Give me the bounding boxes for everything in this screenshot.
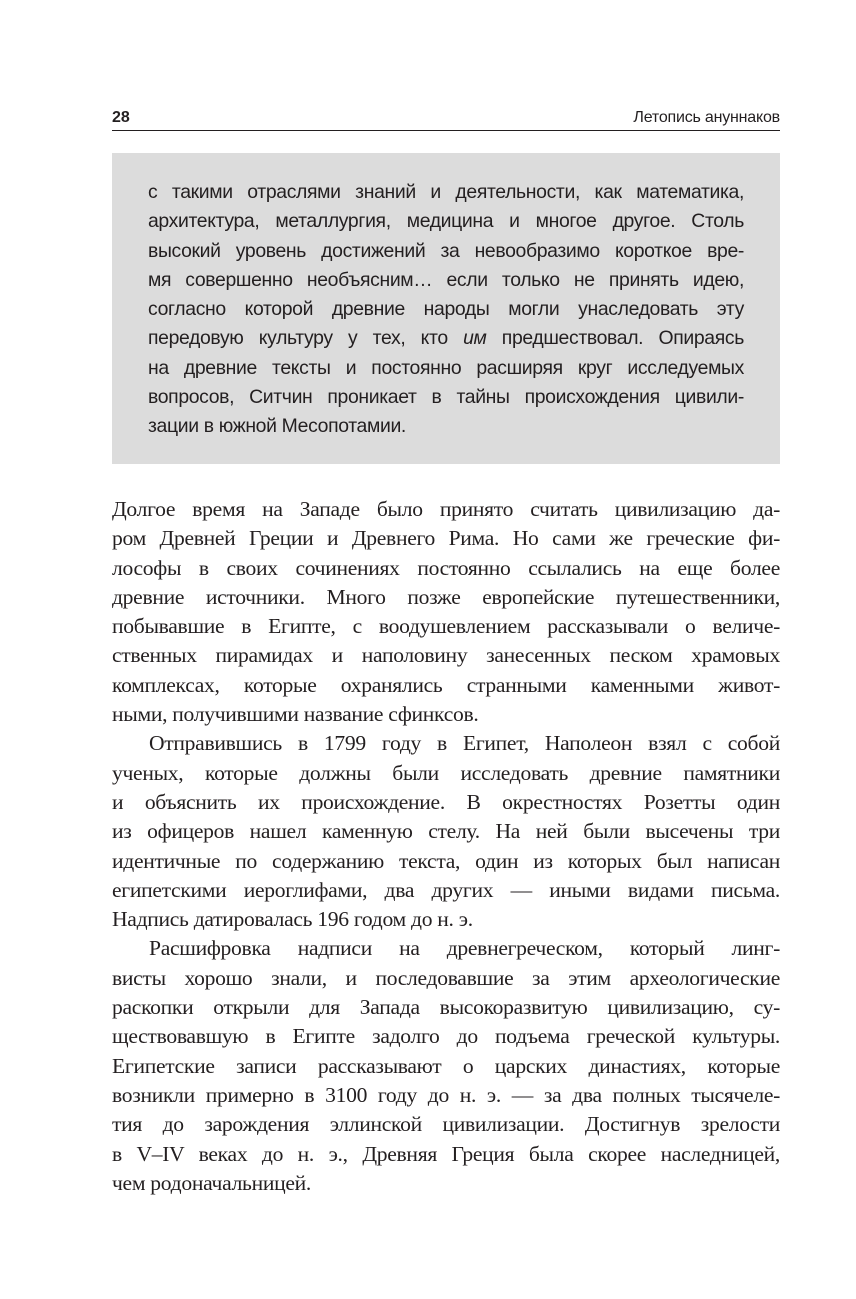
body-line: идентичные по содержанию текста, один из которых был написан <box>112 848 780 873</box>
page-header <box>112 106 780 131</box>
annotation-box <box>112 153 780 464</box>
body-line: египетскими иероглифами, два других — иными видами письма. <box>112 877 780 902</box>
body-line: тия до зарождения эллинской цивилизации. Достигнув зрелости <box>112 1112 780 1137</box>
body-line: ственных пирамидах и наполовину занесенных песком храмовых <box>112 643 780 668</box>
paragraph-3 <box>112 934 780 1198</box>
body-line: побывавшие в Египте, с воодушевлением рассказывали о величе- <box>112 614 780 639</box>
paragraph-1 <box>112 495 780 729</box>
paragraph-2 <box>112 729 780 934</box>
annotation-text: предшествовал. Опираясь <box>486 327 744 350</box>
body-line: висты хорошо знали, и последовавшие за этим археологические <box>112 965 780 990</box>
body-line: Надпись датировалась 196 годом до н. э. <box>112 907 473 932</box>
body-line: ученых, которые должны были исследовать древние памятники <box>112 760 780 785</box>
running-title: Летопись ануннаков <box>633 109 780 126</box>
body-line: ными, получившими название сфинксов. <box>112 702 479 727</box>
body-text <box>112 495 780 1198</box>
body-line: Расшифровка надписи на древнегреческом, который линг- <box>149 936 780 961</box>
annotation-text: передовую культуру у тех, кто <box>148 327 464 350</box>
body-line: и объяснить их происхождение. В окрестностях Розетты один <box>112 789 780 814</box>
annotation-line: высокий уровень достижений за невообразимо короткое вре- <box>148 239 744 262</box>
annotation-line: с такими отраслями знаний и деятельности, как математика, <box>148 181 744 203</box>
body-line: Отправившись в 1799 году в Египет, Наполеон взял с собой <box>149 731 780 756</box>
annotation-line: мя совершенно необъясним… если только не принять идею, <box>148 268 744 291</box>
body-line: раскопки открыли для Запада высокоразвитую цивилизацию, су- <box>112 995 780 1020</box>
annotation-line: согласно которой древние народы могли унаследовать эту <box>148 298 744 321</box>
body-line: Долгое время на Западе было принято считать цивилизацию да- <box>112 497 780 521</box>
body-line: в V–IV веках до н. э., Древняя Греция была скорее наследницей, <box>112 1141 780 1166</box>
annotation-line: вопросов, Ситчин проникает в тайны происхождения цивили- <box>148 386 744 409</box>
body-line: из офицеров нашел каменную стелу. На ней были высечены три <box>112 819 780 844</box>
body-line: ществовавшую в Египте задолго до подъема греческой культуры. <box>112 1024 780 1049</box>
annotation-line: на древние тексты и постоянно расширяя круг исследуемых <box>148 356 744 379</box>
body-line: лософы в своих сочинениях постоянно ссылались на еще более <box>112 555 780 580</box>
body-line: Египетские записи рассказывают о царских династиях, которые <box>112 1053 780 1078</box>
annotation-line: зации в южной Месопотамии. <box>148 415 406 438</box>
page-number: 28 <box>112 109 130 126</box>
annotation-emphasis: им <box>463 327 487 350</box>
body-line: ром Древней Греции и Древнего Рима. Но сами же греческие фи- <box>112 526 780 551</box>
annotation-line: архитектура, металлургия, медицина и многое другое. Столь <box>148 210 744 233</box>
body-line: комплексах, которые охранялись странными каменными живот- <box>112 672 780 697</box>
body-line: возникли примерно в 3100 году до н. э. — за два полных тысячеле- <box>112 1082 780 1107</box>
body-line: древние источники. Много позже европейские путешественники, <box>112 584 780 609</box>
annotation-line <box>148 324 744 353</box>
body-line: чем родоначальницей. <box>112 1170 312 1195</box>
